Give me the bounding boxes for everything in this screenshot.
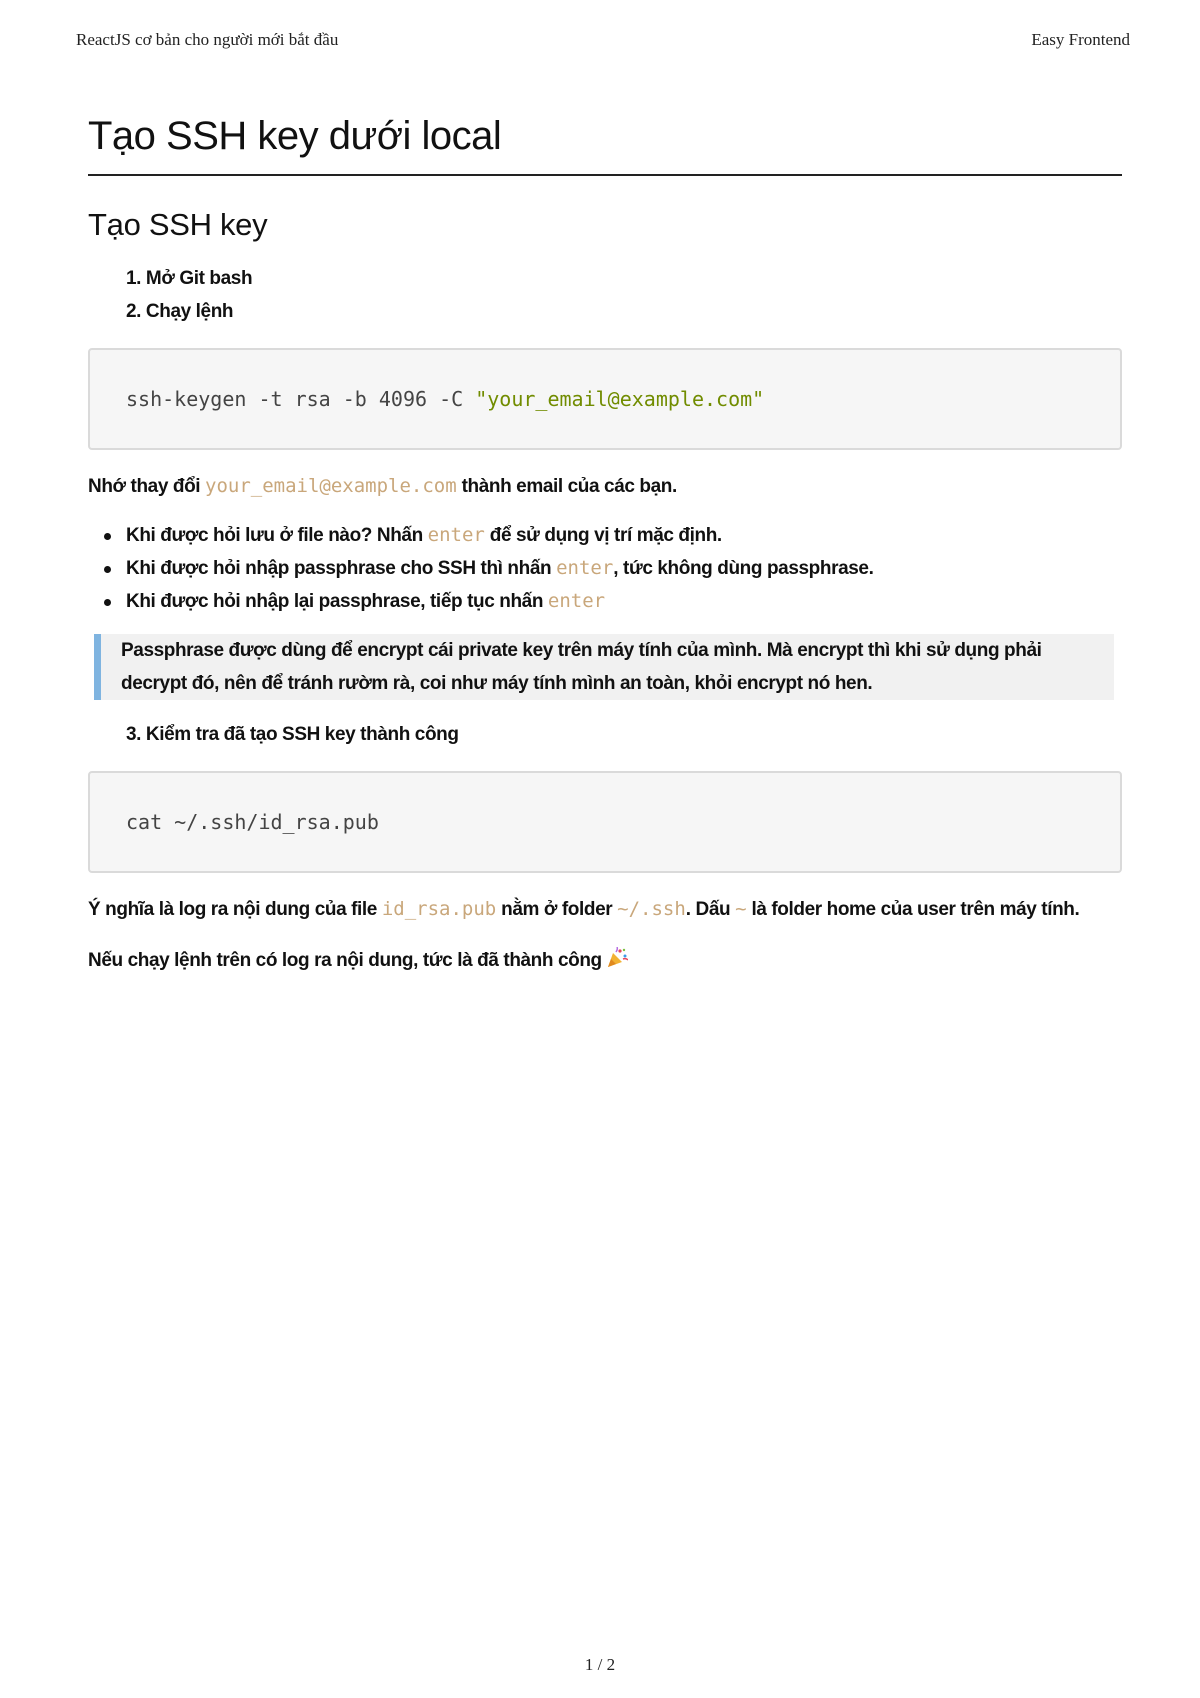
section-heading: Tạo SSH key	[88, 207, 268, 242]
code-command: cat ~/.ssh/id_rsa.pub	[126, 810, 379, 834]
bullet-dot-icon	[104, 533, 111, 540]
list-item	[126, 585, 1122, 618]
code-block-cat[interactable]	[88, 771, 1122, 873]
meaning-text: là folder home của user trên máy tính.	[746, 899, 1080, 920]
passphrase-quote: Passphrase được dùng để encrypt cái private key trên máy tính của mình. Mà encrypt thì khi sử dụng phải decrypt đó, nên để tránh rườm rà, coi như máy tính mình an toàn, khỏi encrypt nó hen.	[94, 634, 1114, 700]
inline-code-folder: ~/.ssh	[617, 898, 686, 920]
note-paragraph	[88, 470, 1122, 503]
inline-code-enter: enter	[427, 524, 485, 546]
running-header	[76, 30, 1130, 52]
party-popper-icon	[606, 947, 628, 969]
inline-code-enter: enter	[547, 590, 606, 612]
list-item: 1. Mở Git bash	[126, 268, 253, 289]
header-doc-title: ReactJS cơ bản cho người mới bắt đầu	[76, 30, 339, 49]
bullet-dot-icon	[104, 566, 111, 573]
header-site-name: Easy Frontend	[1031, 30, 1130, 49]
inline-code-tilde: ~	[735, 898, 747, 920]
bullet-before: Khi được hỏi nhập passphrase cho SSH thì nhấn	[126, 558, 557, 579]
code-command: ssh-keygen -t rsa -b 4096 -C	[126, 387, 476, 411]
bullet-before: Khi được hỏi nhập lại passphrase, tiếp tục nhấn	[126, 591, 548, 612]
inline-code-email: your_email@example.com	[205, 475, 457, 497]
page-title: Tạo SSH key dưới local	[88, 110, 1122, 176]
bullets-list	[88, 519, 1122, 618]
bullet-before: Khi được hỏi lưu ở file nào? Nhấn	[126, 525, 428, 546]
success-paragraph	[88, 944, 1122, 977]
meaning-paragraph	[88, 893, 1122, 926]
note-after: thành email của các bạn.	[456, 476, 677, 497]
note-before: Nhớ thay đổi	[88, 476, 206, 497]
meaning-text: Ý nghĩa là log ra nội dung của file	[88, 899, 382, 920]
list-item: 3. Kiểm tra đã tạo SSH key thành công	[126, 724, 459, 745]
inline-code-enter: enter	[556, 557, 614, 579]
success-text: Nếu chạy lệnh trên có log ra nội dung, tức là đã thành công	[88, 950, 602, 971]
bullet-after: , tức không dùng passphrase.	[613, 558, 874, 579]
page-content	[88, 110, 1122, 977]
inline-code-file: id_rsa.pub	[381, 898, 497, 920]
steps-list	[88, 262, 1122, 328]
list-item	[126, 552, 1122, 585]
meaning-text: . Dấu	[685, 899, 736, 920]
bullet-after: để sử dụng vị trí mặc định.	[484, 525, 722, 546]
list-item: 2. Chạy lệnh	[126, 301, 234, 322]
list-item	[126, 519, 1122, 552]
bullet-dot-icon	[104, 599, 111, 606]
code-string: "your_email@example.com"	[475, 387, 765, 411]
page-number: 1 / 2	[584, 1655, 616, 1674]
steps-list-continued	[88, 718, 1122, 751]
code-block-keygen[interactable]	[88, 348, 1122, 450]
meaning-text: nằm ở folder	[496, 899, 618, 920]
